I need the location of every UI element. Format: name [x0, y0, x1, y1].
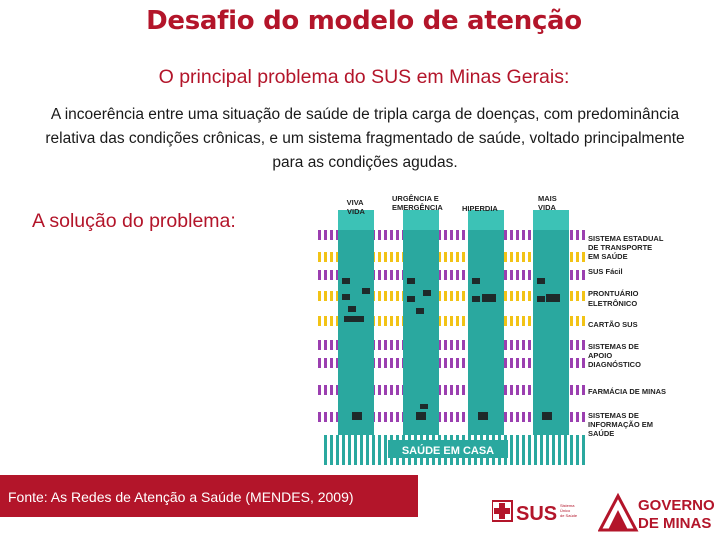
pillar-urgencia — [403, 210, 439, 435]
source-citation: Fonte: As Redes de Atenção a Saúde (MENDES, 2009) — [8, 489, 354, 505]
system-label-informacao: SISTEMAS DE INFORMAÇÃO EM SAÚDE — [588, 411, 653, 438]
sus-logo-text: SUS — [516, 503, 558, 525]
governo-de-minas-logo — [598, 490, 720, 536]
base-saude-em-casa — [323, 435, 588, 465]
system-label-sus-facil: SUS Fácil — [588, 267, 623, 276]
svg-text:SistemaÚnicode Saúde: Sistema Único de Saúde — [560, 503, 578, 518]
problem-description: A incoerência entre uma situação de saúde de tripla carga de doenças, com predominância relativa das condições crônicas, e um sistema fragmentado de saúde, voltado principalmente para as condições agudas. — [45, 106, 685, 171]
base-label: SAÚDE EM CASA — [401, 445, 495, 457]
pillar-mais-vida — [533, 210, 569, 435]
system-label-prontuario: PRONTUÁRIO ELETRÔNICO — [588, 289, 639, 308]
system-label-cartao: CARTÃO SUS — [588, 320, 638, 329]
sus-logo — [492, 495, 582, 525]
slide-title: Desafio do modelo de atenção — [146, 6, 582, 36]
column-label-hiperdia: HIPERDIA — [462, 204, 498, 213]
pillar-viva-vida — [338, 210, 374, 435]
pillar-hiperdia — [468, 210, 504, 435]
system-label-transporte: SISTEMA ESTADUAL DE TRANSPORTE EM SAÚDE — [588, 234, 664, 261]
column-label-urgencia: URGÊNCIA E EMERGÊNCIA — [392, 194, 443, 212]
solution-heading: A solução do problema: — [32, 210, 236, 232]
column-label-viva: VIVA VIDA — [346, 198, 365, 216]
column-label-mais-vida: MAIS VIDA — [538, 194, 557, 212]
care-network-diagram — [318, 190, 728, 470]
system-label-farmacia: FARMÁCIA DE MINAS — [588, 387, 667, 396]
slide-subtitle: O principal problema do SUS em Minas Gerais: — [158, 66, 570, 88]
gov-logo-line2: DE MINAS — [638, 515, 712, 532]
system-label-apoio: SISTEMAS DE APOIO DIAGNÓSTICO — [588, 342, 641, 369]
gov-logo-line1: GOVERNO — [638, 497, 715, 514]
